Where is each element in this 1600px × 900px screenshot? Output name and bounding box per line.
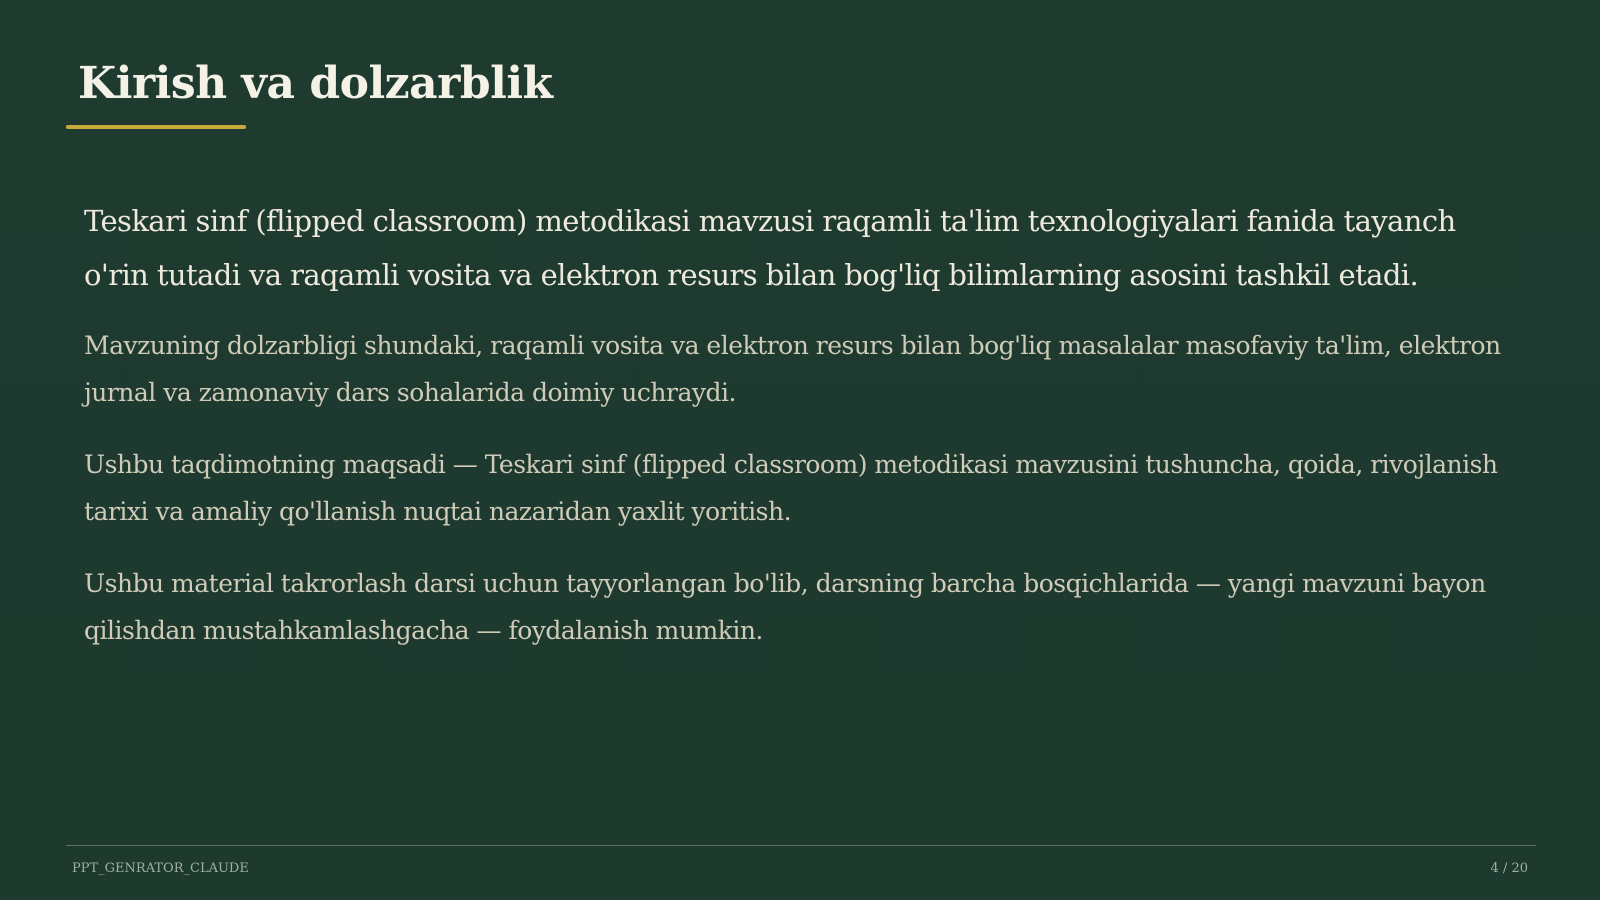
body-paragraph-goal: Ushbu taqdimotning maqsadi — Teskari sinf (flipped classroom) metodikasi mavzusini tushuncha, qoida, rivojlanish tarixi va amaliy qo'llanish nuqtai nazaridan yaxlit yoritish.	[84, 450, 1498, 526]
footer-source-label: PPT_GENRATOR_CLAUDE	[72, 861, 249, 876]
footer-divider	[66, 845, 1536, 846]
body-paragraph-usage: Ushbu material takrorlash darsi uchun tayyorlangan bo'lib, darsning barcha bosqichlarida — yangi mavzuni bayon qilishdan mustahkamlashgacha — foydalanish mumkin.	[84, 569, 1486, 645]
page-indicator: 4 / 20	[1490, 861, 1528, 876]
lead-paragraph: Teskari sinf (flipped classroom) metodikasi mavzusi raqamli ta'lim texnologiyalari fanida tayanch o'rin tutadi va raqamli vosita va elektron resurs bilan bog'liq bilimlarning asosini tashkil etadi.	[84, 204, 1456, 292]
title-accent-underline	[66, 125, 246, 129]
body-paragraph-relevance: Mavzuning dolzarbligi shundaki, raqamli vosita va elektron resurs bilan bog'liq masalalar masofaviy ta'lim, elektron jurnal va zamonaviy dars sohalarida doimiy uchraydi.	[84, 331, 1501, 407]
slide-title: Kirish va dolzarblik	[78, 58, 553, 109]
slide-content	[84, 194, 1524, 679]
